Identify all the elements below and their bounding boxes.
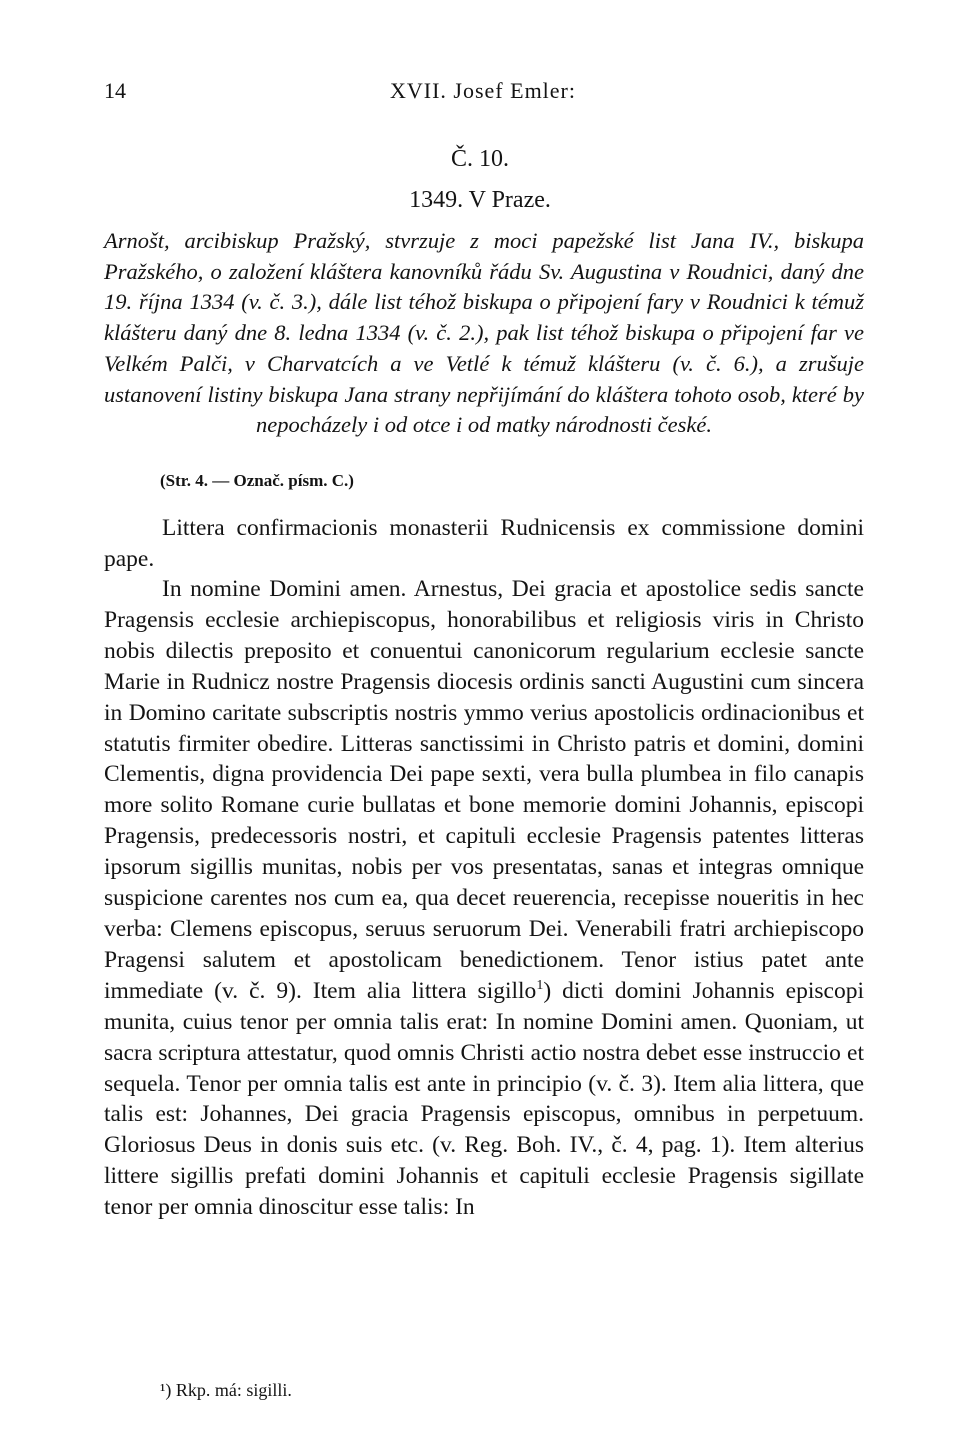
body-text-part-1: In nomine Domini amen. Arnestus, Dei gracia et apostolice sedis sancte Pragensis ecclesie archiepiscopus, honorabilibus et religiosis viris in Christo nobis dilectis preposito et conuentui canonicorum regularium ecclesie sancte Marie in Rudnicz nostre Pragensis diocesis ordinis sancti Augustini cum sincera in Domino caritate subscriptis nostris ymmo verius apostolicis ordinacionibus et statutis firmiter obedire. Litteras sanctissimi in Christo patris et domini, domini Clementis, digna providencia Dei pape sexti, vera bulla plumbea in filo canapis more solito Romane curie bullatas et bone memorie domini Johannis, episcopi Pragensis, predecessoris nostri, et capituli ecclesie Pragensis patentes litteras ipsorum sigillis munitas, nobis per vos presentatas, sanas et integras omnique suspicione carentes nos cum ea, qua decet reuerencia, recepisse noueritis in hec verba: Clemens episcopus, seruus seruorum Dei. Venerabili fratri archiepiscopo Pragensi salutem et apostolicam benedictionem. Tenor istius patet ante immediate (v. č. 9). Item alia littera sigillo [104, 576, 864, 1004]
body-text-part-2: ) dicti domini Johannis episcopi munita, cuius tenor per omnia talis erat: In nomine Domini amen. Quoniam, ut sacra scriptura attestatur, quod omnis Christi actio nostra debet esse instruccio et sequela. Tenor per omnia talis est ante in principio (v. č. 3). Item alia littera, que talis est: Johannes, Dei gracia Pragensis episcopus, omnibus in perpetuum. Gloriosus Deus in donis suis etc. (v. Reg. Boh. IV., č. 4, pag. 1). Item alterius littere sigillis prefati domini Johannis et capituli ecclesie Pragensis sigillate tenor per omnia dinoscitur esse talis: In [104, 977, 864, 1221]
document-title: Littera confirmacionis monasterii Rudnicensis ex commissione domini pape. [104, 515, 864, 572]
footnote: ¹) Rkp. má: sigilli. [160, 1380, 292, 1400]
document-dateline: 1349. V Praze. [409, 187, 551, 213]
document-body [104, 574, 864, 1223]
source-note: (Str. 4. — Označ. písm. C.) [160, 471, 354, 490]
footnote-marker: 1 [536, 977, 544, 993]
document-number: Č. 10. [450, 146, 509, 172]
page-number: 14 [104, 78, 126, 103]
running-header [104, 78, 862, 108]
regest-summary: Arnošt, arcibiskup Pražský, stvrzuje z moci papežské list Jana IV., biskupa Pražského, o založení kláštera kanovníků řádu Sv. Augustina v Roudnici, daný dne 19. října 1334 (v. č. 3.), dále list téhož biskupa o připojení fary v Roudnici k témuž klášteru daný dne 8. ledna 1334 (v. č. 2.), pak list téhož biskupa o připojení far ve Velkém Palči, v Charvatcích a ve Vetlé k témuž klášteru (v. č. 6.), a zrušuje ustanovení listiny biskupa Jana strany nepřijímání do kláštera tohoto osob, které by nepocházely i od otce i od matky národnosti české. [104, 228, 864, 438]
running-title: XVII. Josef Emler: [389, 78, 576, 103]
